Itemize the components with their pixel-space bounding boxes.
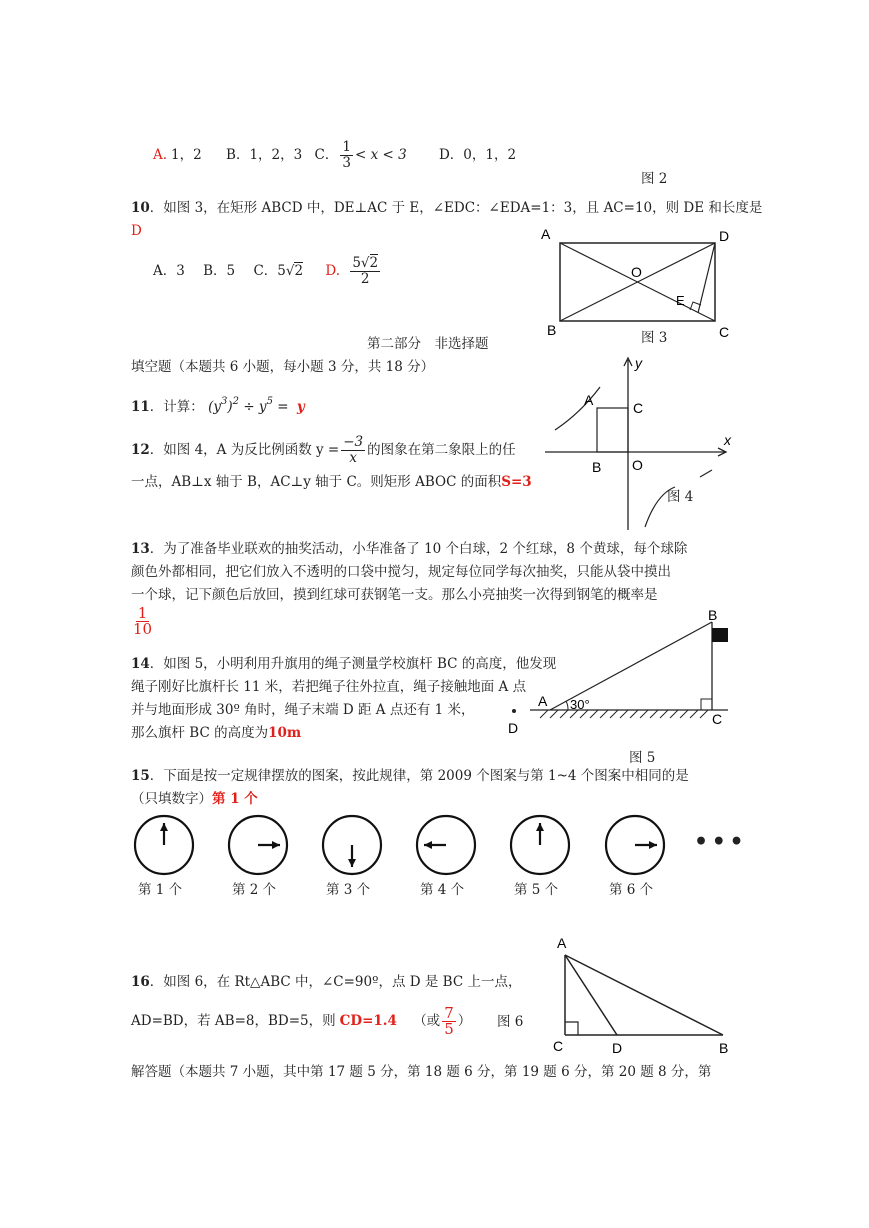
q11-question (131, 392, 305, 417)
fig6-label: 图 6 (497, 1014, 524, 1030)
q9-option-c-prefix: C． (314, 147, 339, 163)
fig5-label-b: B (708, 607, 718, 623)
q12-text1b: 的图象在第二象限上的任 (367, 442, 516, 458)
arrow-head-icon (272, 841, 280, 849)
clock-label: 第 3 个 (326, 882, 371, 898)
q15-line1: 15．下面是按一定规律摆放的图案，按此规律，第 2009 个图案与第 1~4 个图案中相同的是 (131, 768, 689, 784)
q15-ellipsis: • • • (694, 829, 742, 855)
q13-line2: 颜色外都相同，把它们放入不透明的口袋中搅匀，规定每位同学每次抽奖，只能从袋中摸出 (131, 564, 671, 580)
fill-section-title: 填空题（本题共 6 小题，每小题 3 分，共 18 分） (131, 359, 435, 375)
q10-option-c: C．5√2 (253, 263, 304, 279)
q12-line2 (131, 472, 532, 492)
q10-question (131, 198, 762, 218)
figure-6-triangle (545, 935, 745, 1060)
q10-text: ．如图 3，在矩形 ABCD 中，DE⊥AC 于 E，∠EDC：∠EDA=1：3，且 AC=10，则 DE 和长度是 (149, 200, 763, 216)
arrow-head-icon (348, 859, 356, 867)
q11-answer: y (296, 399, 305, 415)
q10-number: 10 (131, 200, 150, 216)
q10-option-b: B．5 (203, 263, 236, 279)
fig5-label-c: C (712, 711, 723, 727)
figure-4-hyperbola (540, 352, 740, 532)
clock-label: 第 4 个 (420, 882, 465, 898)
q10-options (153, 256, 382, 287)
arrow-head-icon (536, 823, 544, 831)
clock-3 (317, 810, 387, 880)
fig6-label-b: B (719, 1040, 729, 1056)
q14-answer: 10m (268, 725, 302, 741)
q12-answer: S=3 (501, 474, 532, 490)
q11-number: 11 (131, 399, 150, 415)
q9-option-a-value: 1，2 (171, 147, 202, 163)
q16-answer: CD=1.4 (339, 1013, 397, 1029)
q16-alt-fraction: $\frac{7}{5}$ (444, 1004, 454, 1038)
q12-text2: 一点，AB⊥x 轴于 B，AC⊥y 轴于 C。则矩形 ABOC 的面积 (131, 474, 502, 490)
fig3-label-d: D (719, 228, 730, 244)
q12-text1: ．如图 4，A 为反比例函数 y = (149, 442, 340, 458)
clock-label: 第 1 个 (138, 882, 183, 898)
q9-option-a-letter: A. (153, 147, 168, 163)
q14-line2: 绳子刚好比旗杆长 11 米，若把绳子往外拉直，绳子接触地面 A 点 (131, 679, 527, 695)
fig3-label: 图 3 (641, 330, 668, 346)
clock-label: 第 6 个 (609, 882, 654, 898)
q11-expression: $(y^3)^2 \div y^5$ = (208, 396, 293, 415)
fig3-label-o: O (631, 264, 642, 280)
fig3-label-e: E (676, 293, 685, 308)
clock-label: 第 5 个 (514, 882, 559, 898)
fig5-label: 图 5 (629, 750, 656, 766)
q9-option-c-fraction: $\frac{1}{3}$ (342, 139, 351, 171)
clock-4 (411, 810, 481, 880)
q9-option-d: D．0，1，2 (438, 147, 517, 163)
clock-1 (129, 810, 199, 880)
q12-line1 (131, 435, 516, 466)
clock-label: 第 2 个 (232, 882, 277, 898)
q15-answer: 第 1 个 (212, 791, 258, 807)
fig6-label-c: C (553, 1038, 564, 1054)
arrow-head-icon (649, 841, 657, 849)
fig4-label-o: O (632, 457, 643, 473)
fig6-label-a: A (557, 935, 567, 951)
clock-2 (223, 810, 293, 880)
fig2-label: 图 2 (641, 171, 668, 187)
fig3-label-c: C (719, 324, 730, 340)
arrow-head-icon (160, 823, 168, 831)
q9-option-b: B．1，2，3 (226, 147, 303, 163)
q10-option-d-letter: D. (325, 263, 341, 279)
fig6-label-d: D (612, 1040, 623, 1056)
solve-section-title: 解答题（本题共 7 小题，其中第 17 题 5 分，第 18 题 6 分，第 19 题 6 分，第 20 题 8 分，第 (131, 1064, 712, 1080)
fig4-label-b: B (592, 459, 602, 475)
fig5-label-a: A (538, 693, 548, 709)
fig4-label-c: C (633, 400, 644, 416)
q12-fraction: $\frac{-3}{x}$ (343, 434, 364, 466)
figure-5-flagpole (500, 607, 740, 740)
q14-line3: 并与地面形成 30º 角时，绳子末端 D 距 A 点还有 1 米， (131, 702, 475, 718)
clock-6 (600, 810, 670, 880)
fig5-label-d: D (508, 720, 519, 736)
q9-options (153, 140, 516, 171)
q16-line2: AD=BD，若 AB=8，BD=5，则 CD=1.4 （或 $\frac{7}{5}$ ） (131, 1004, 472, 1038)
q14-line4: 那么旗杆 BC 的高度为10m (131, 725, 302, 741)
part2-heading: 第二部分 非选择题 (367, 336, 489, 352)
fig4-label-x: x (724, 432, 731, 448)
fig5-angle: 30° (570, 697, 590, 712)
q13-answer: $\frac{1}{10}$ (133, 604, 153, 638)
fig3-label-b: B (547, 322, 557, 338)
fig3-label-a: A (541, 226, 551, 242)
q10-option-a: A．3 (153, 263, 185, 279)
q14-line1: 14．如图 5，小明利用升旗用的绳子测量学校旗杆 BC 的高度，他发现 (131, 656, 557, 672)
fig4-label-a: A (584, 392, 594, 408)
q16-line1: 16．如图 6，在 Rt△ABC 中，∠C=90º，点 D 是 BC 上一点， (131, 974, 522, 990)
clock-5 (505, 810, 575, 880)
q9-option-c-inequality: < x < 3 (354, 147, 407, 163)
q15-line2: （只填数字）第 1 个 (131, 791, 258, 807)
q12-number: 12 (131, 442, 150, 458)
fig4-label-y: y (635, 355, 642, 371)
q10-option-d-fraction: $\frac{5√2}{2}$ (352, 255, 379, 287)
q13-line1: 13．为了准备毕业联欢的抽奖活动，小华准备了 10 个白球，2 个红球，8 个黄球，每个球除 (131, 541, 688, 557)
q13-line3: 一个球，记下颜色后放回，摸到红球可获钢笔一支。那么小亮抽奖一次得到钢笔的概率是 (131, 587, 658, 603)
fig4-label: 图 4 (667, 489, 694, 505)
q11-prefix: ．计算： (149, 399, 204, 415)
figure-3-rectangle (538, 225, 738, 340)
arrow-head-icon (424, 841, 432, 849)
q10-answer: D (131, 223, 142, 239)
